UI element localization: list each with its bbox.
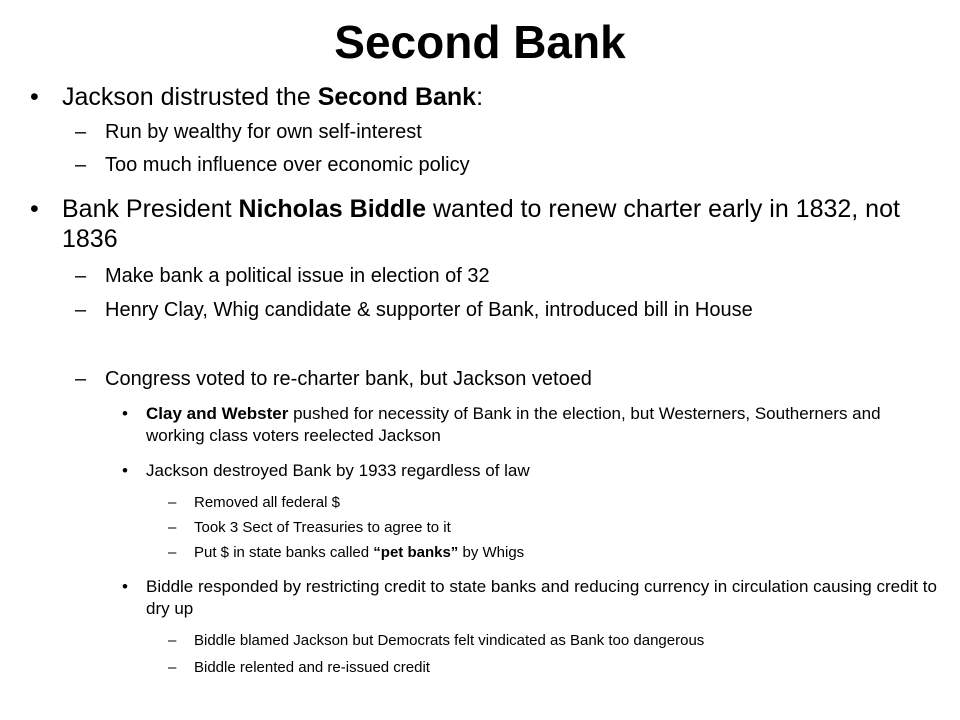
point-text: Biddle responded by restricting credit to state banks and reducing currency in circulation causing credit to dry up [146, 577, 937, 618]
bullet-text: Bank President [62, 195, 239, 223]
bullet-marker: • [122, 461, 128, 480]
detail-text: Took 3 Sect of Treasuries to agree to it [194, 519, 451, 536]
dash-marker: – [168, 544, 177, 561]
detail-emphasis: “pet banks” [373, 544, 459, 561]
sub-bullet-text: Henry Clay, Whig candidate & supporter of Bank, introduced bill in House [105, 299, 753, 321]
dash-marker: – [168, 494, 177, 511]
bullet-marker: • [30, 195, 39, 223]
bullet-marker: • [122, 404, 128, 423]
dash-marker: – [75, 265, 87, 287]
detail-text: Biddle relented and re-issued credit [194, 659, 430, 676]
slide-title: Second Bank [334, 16, 626, 68]
dash-marker: – [75, 299, 87, 321]
bullet-distrust [30, 82, 922, 112]
dash-marker: – [75, 154, 87, 176]
detail-text: Put $ in state banks called [194, 544, 374, 561]
sub-bullet [75, 298, 905, 322]
bullet-biddle [30, 194, 902, 254]
point-emphasis: Clay and Webster [146, 404, 289, 423]
detail-item [168, 518, 914, 538]
bullet-text-end: wanted to renew charter early in 1832, not 1836 [62, 195, 900, 253]
detail-text-end: by Whigs [458, 544, 525, 561]
detail-item [168, 493, 914, 513]
point-biddle-response [122, 576, 946, 620]
sub-bullet-text: Too much influence over economic policy [105, 154, 470, 176]
dash-marker: – [168, 519, 177, 536]
sub-bullet-text: Congress voted to re-charter bank, but Jackson vetoed [105, 368, 592, 390]
bullet-text: Jackson distrusted the [62, 83, 318, 111]
point-text: Jackson destroyed Bank by 1933 regardless of law [146, 461, 530, 480]
point-clay-webster [122, 403, 916, 447]
detail-text: Removed all federal $ [194, 494, 340, 511]
bullet-marker: • [122, 577, 128, 596]
point-text: pushed for necessity of Bank in the election, but Westerners, Southerners and working class voters reelected Jackson [146, 404, 881, 445]
sub-bullet [75, 120, 925, 144]
dash-marker: – [168, 659, 177, 676]
detail-item [168, 543, 914, 563]
detail-item [168, 658, 914, 678]
dash-marker: – [168, 632, 177, 649]
dash-marker: – [75, 368, 87, 390]
point-destroyed [122, 460, 916, 482]
sub-bullet-text: Make bank a political issue in election of 32 [105, 265, 490, 287]
dash-marker: – [75, 121, 87, 143]
sub-bullet [75, 264, 925, 288]
bullet-emphasis: Second Bank [317, 83, 477, 111]
detail-item [168, 631, 934, 651]
sub-bullet [75, 367, 925, 391]
sub-bullet [75, 153, 925, 177]
sub-bullet-text: Run by wealthy for own self-interest [105, 121, 422, 143]
bullet-text-end: : [476, 83, 484, 111]
bullet-marker: • [30, 83, 39, 111]
bullet-emphasis: Nicholas Biddle [238, 195, 427, 223]
detail-text: Biddle blamed Jackson but Democrats felt vindicated as Bank too dangerous [194, 632, 705, 649]
